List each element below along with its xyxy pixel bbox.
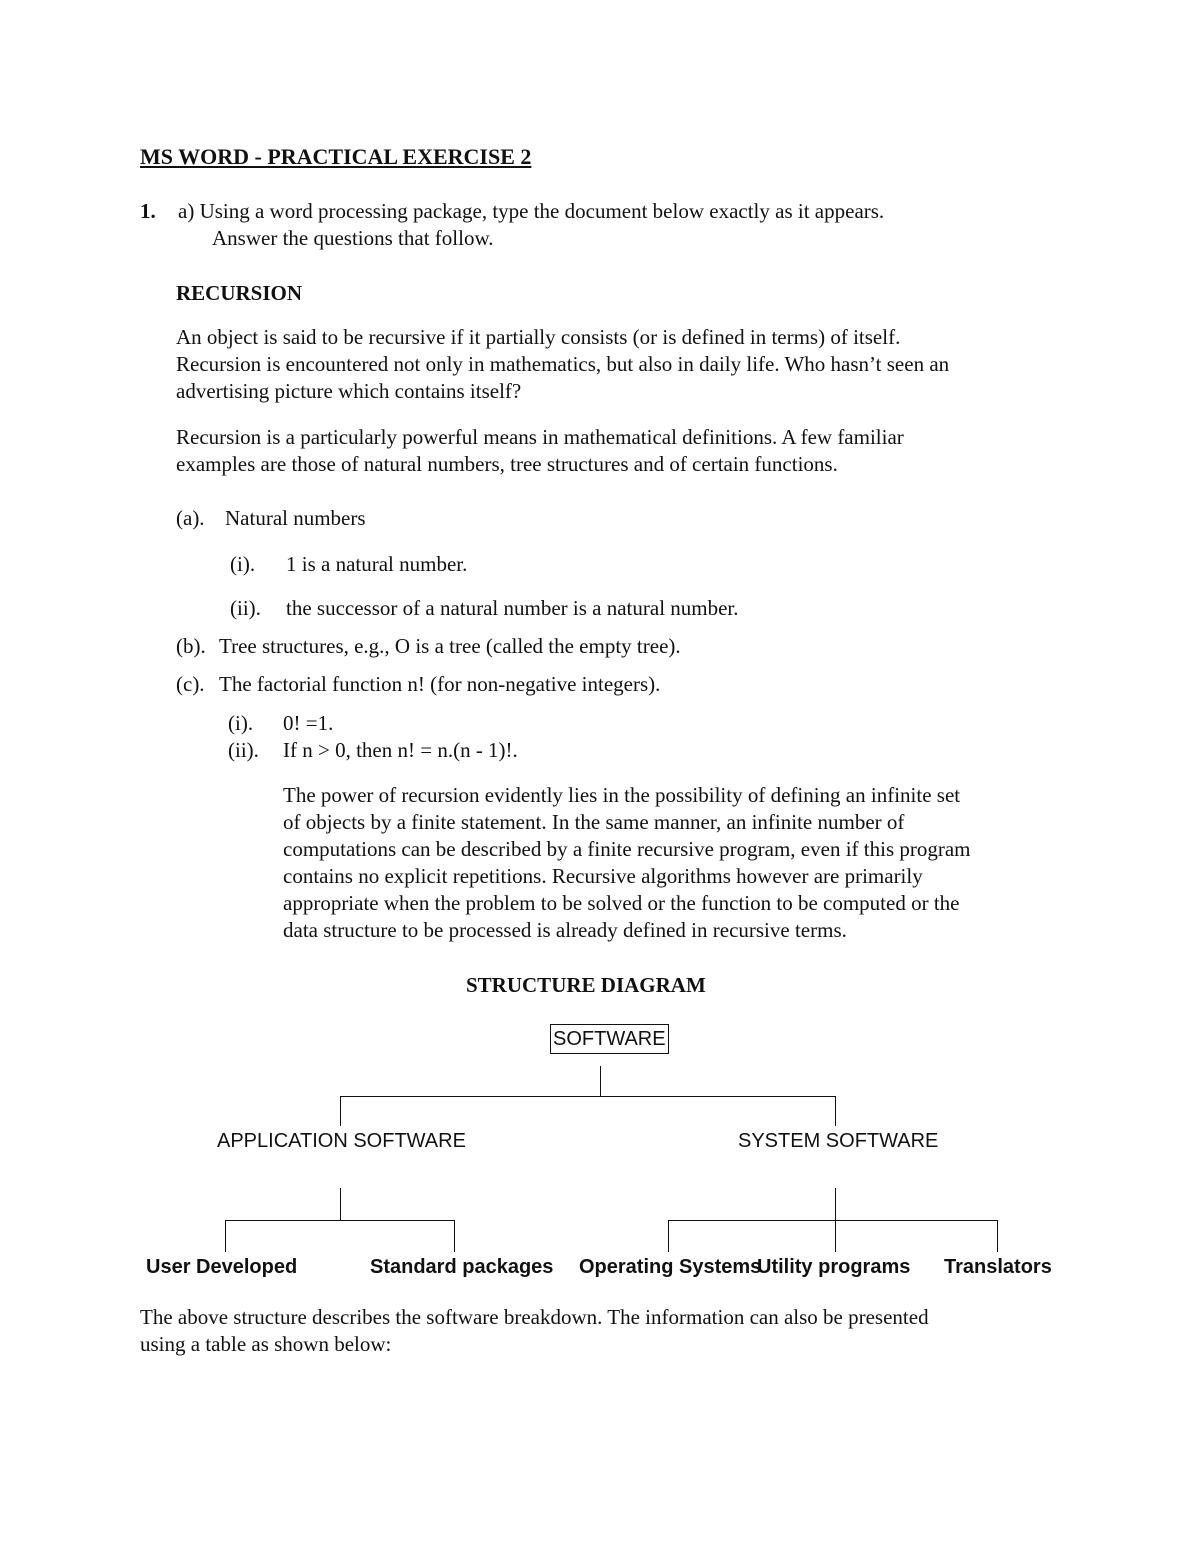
connector-app-bar — [225, 1220, 454, 1221]
recursion-heading: RECURSION — [176, 281, 303, 305]
connector-app-right-drop — [454, 1220, 455, 1252]
closing-line2: using a table as shown below: — [140, 1332, 392, 1356]
para1-line2: Recursion is encountered not only in mathematics, but also in daily life. Who hasn’t seen an — [176, 352, 950, 376]
connector-app-down — [340, 1188, 341, 1220]
question-number: 1. — [140, 199, 156, 223]
connector-right-drop — [835, 1096, 836, 1126]
item-a-i-label: (i). — [230, 552, 256, 576]
connector-sys-mid-drop — [835, 1220, 836, 1252]
para3-line3: computations can be described by a finite recursive program, even if this program — [283, 837, 971, 861]
diagram-application-node: APPLICATION SOFTWARE — [217, 1130, 466, 1152]
para3-line2: of objects by a finite statement. In the same manner, an infinite number of — [283, 810, 905, 834]
page-title: MS WORD - PRACTICAL EXERCISE 2 — [140, 144, 532, 169]
item-b-label: (b). — [176, 634, 206, 658]
connector-root-down — [600, 1066, 601, 1096]
diagram-system-node: SYSTEM SOFTWARE — [738, 1130, 939, 1152]
item-c-ii-text: If n > 0, then n! = n.(n - 1)!. — [283, 738, 518, 762]
item-a-label: (a). — [176, 506, 205, 530]
para3-line6: data structure to be processed is already defined in recursive terms. — [283, 918, 847, 942]
item-c-i-text: 0! =1. — [283, 711, 334, 735]
item-c-i-label: (i). — [228, 711, 254, 735]
diagram-root-node: SOFTWARE — [550, 1024, 669, 1054]
item-a-ii-text: the successor of a natural number is a natural number. — [286, 596, 739, 620]
connector-left-drop — [340, 1096, 341, 1126]
diagram-leaf-standard-packages: Standard packages — [370, 1256, 554, 1278]
diagram-leaf-user-developed: User Developed — [146, 1256, 298, 1278]
item-b-text: Tree structures, e.g., O is a tree (called the empty tree). — [219, 634, 681, 658]
closing-line1: The above structure describes the software breakdown. The information can also be presented — [140, 1305, 929, 1329]
diagram-heading: STRUCTURE DIAGRAM — [466, 973, 706, 997]
connector-app-left-drop — [225, 1220, 226, 1252]
para3-line4: contains no explicit repetitions. Recursive algorithms however are primarily — [283, 864, 923, 888]
question-instruction-line2: Answer the questions that follow. — [212, 226, 494, 250]
item-a-i-text: 1 is a natural number. — [286, 552, 468, 576]
item-c-label: (c). — [176, 672, 205, 696]
item-c-text: The factorial function n! (for non-negative integers). — [219, 672, 661, 696]
para2-line1: Recursion is a particularly powerful means in mathematical definitions. A few familiar — [176, 425, 904, 449]
connector-sys-right-drop — [997, 1220, 998, 1252]
para1-line3: advertising picture which contains itself? — [176, 379, 522, 403]
connector-sys-bar — [668, 1220, 998, 1221]
connector-top-bar — [340, 1096, 836, 1097]
diagram-leaf-utility-programs: Utility programs — [757, 1256, 911, 1278]
para3-line1: The power of recursion evidently lies in the possibility of defining an infinite set — [283, 783, 961, 807]
item-c-ii-label: (ii). — [228, 738, 259, 762]
diagram-leaf-operating-systems: Operating Systems — [579, 1256, 762, 1278]
para1-line1: An object is said to be recursive if it partially consists (or is defined in terms) of itself. — [176, 325, 901, 349]
item-a-ii-label: (ii). — [230, 596, 261, 620]
diagram-leaf-translators: Translators — [944, 1256, 1052, 1278]
para3-line5: appropriate when the problem to be solved or the function to be computed or the — [283, 891, 960, 915]
connector-sys-down — [835, 1188, 836, 1220]
para2-line2: examples are those of natural numbers, tree structures and of certain functions. — [176, 452, 838, 476]
connector-sys-left-drop — [668, 1220, 669, 1252]
item-a-text: Natural numbers — [225, 506, 366, 530]
question-instruction-line1: a) Using a word processing package, type the document below exactly as it appears. — [178, 199, 885, 223]
